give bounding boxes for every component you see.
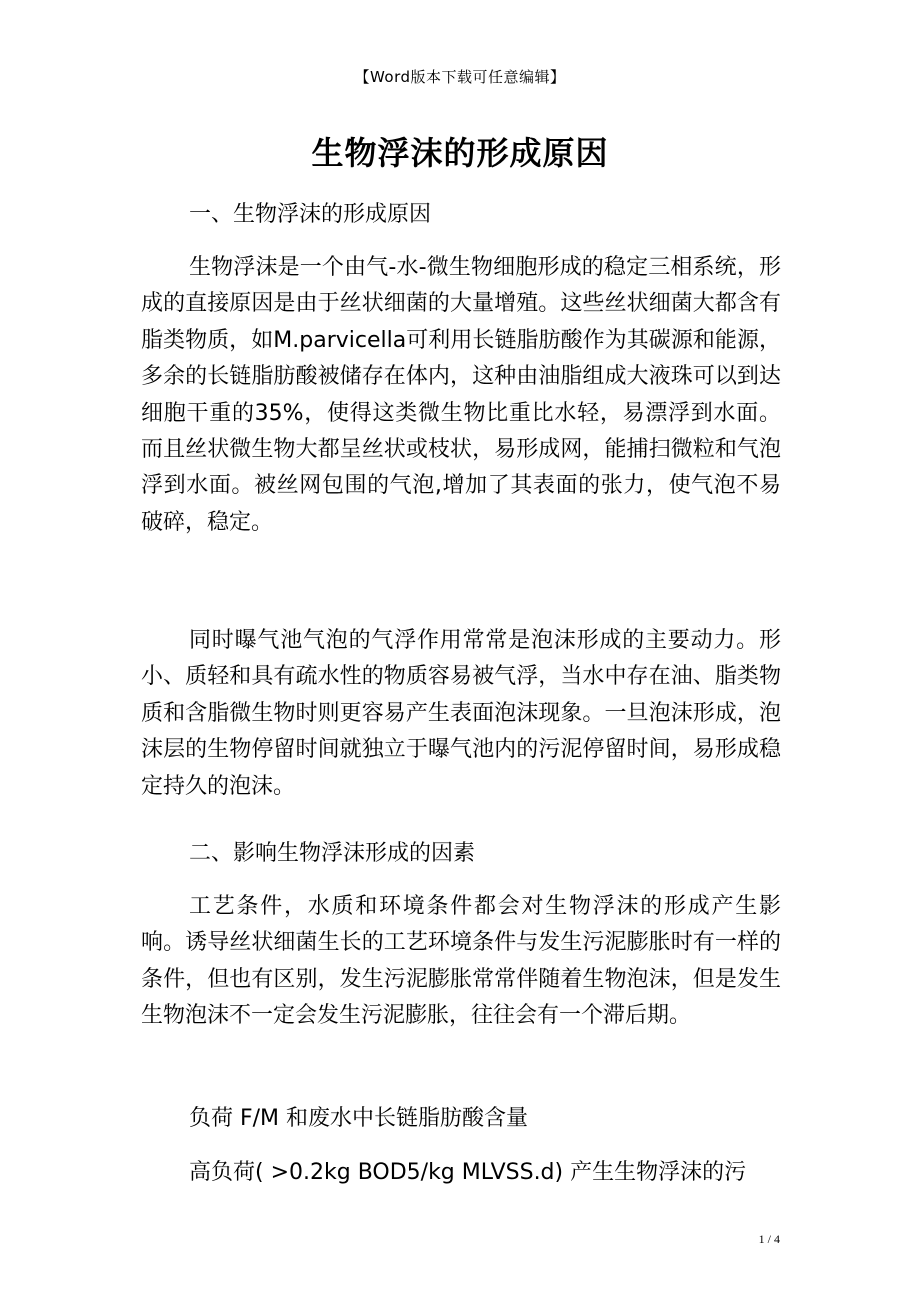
document-title: 生物浮沫的形成原因 (311, 134, 609, 172)
paragraph-text: 同时曝气池气泡的气浮作用常常是泡沫形成的主要动力。形小、质轻和具有疏水性的物质容易被气浮，当水中存在油、脂类物质和含脂微生物时则更容易产生表面泡沫现象。一旦泡沫形成，泡沫层的生物停留时间就独立于曝气池内的污泥停留时间，易形成稳定持久的泡沫。 (141, 628, 781, 799)
page-number: 1 / 4 (758, 1232, 780, 1246)
subsection-heading (141, 1101, 781, 1137)
section-heading-2 (141, 836, 781, 872)
section-heading-text: 一、生物浮沫的形成原因 (189, 202, 432, 227)
paragraph-text: 高负荷( >0.2kg BOD5/kg MLVSS.d) 产生生物浮沫的污 (189, 1160, 747, 1185)
paragraph-text: 工艺条件，水质和环境条件都会对生物浮沫的形成产生影响。诱导丝状细菌生长的工艺环境条件与发生污泥膨胀时有一样的条件，但也有区别，发生污泥膨胀常常伴随着生物泡沫，但是发生生物泡沫不一定会发生污泥膨胀，往往会有一个滞后期。 (141, 894, 781, 1029)
paragraph-text: 生物浮沫是一个由气-水-微生物细胞形成的稳定三相系统，形成的直接原因是由于丝状细菌的大量增殖。这些丝状细菌大都含有脂类物质，如M.parvicella可利用长链脂肪酸作为其碳源和能源，多余的长链脂肪酸被储存在体内，这种由油脂组成大液珠可以到达细胞干重的35%，使得这类微生物比重比水轻，易漂浮到水面。而且丝状微生物大都呈丝状或枝状，易形成网，能捕扫微粒和气泡浮到水面。被丝网包围的气泡,增加了其表面的张力，使气泡不易破碎，稳定。 (141, 255, 781, 535)
subsection-heading-text: 负荷 F/M 和废水中长链脂肪酸含量 (189, 1106, 529, 1131)
section-heading-text: 二、影响生物浮沫形成的因素 (189, 841, 476, 866)
header-note: 【Word版本下载可任意编辑】 (354, 68, 566, 86)
paragraph-1 (141, 250, 781, 541)
paragraph-4 (141, 1155, 781, 1191)
paragraph-3 (141, 889, 781, 1035)
paragraph-2 (141, 623, 781, 805)
section-heading-1 (141, 197, 781, 233)
